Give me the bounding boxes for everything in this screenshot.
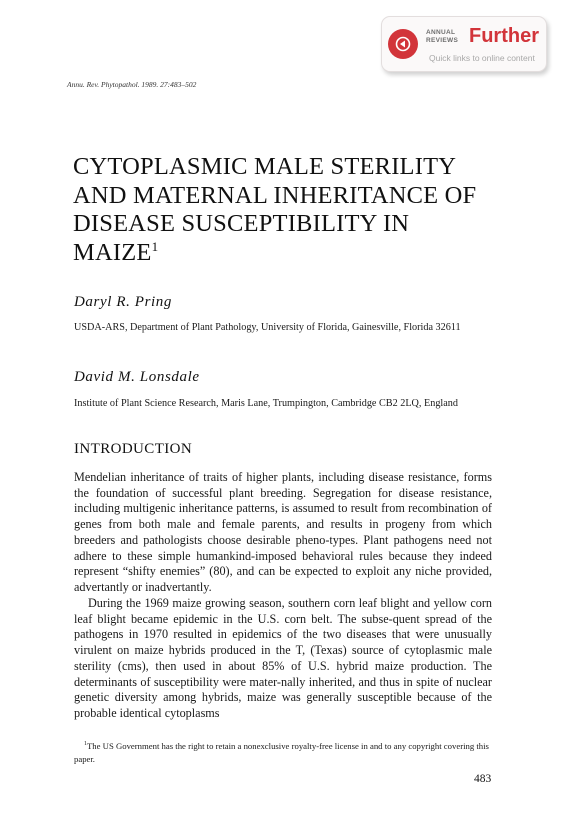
badge-title: Further bbox=[469, 25, 539, 47]
title-line-3: DISEASE SUSCEPTIBILITY IN bbox=[73, 210, 410, 237]
badge-annual-label: ANNUAL bbox=[426, 29, 456, 36]
further-badge[interactable] bbox=[381, 16, 547, 72]
section-heading: INTRODUCTION bbox=[74, 441, 193, 457]
page-number: 483 bbox=[474, 773, 492, 785]
author-affiliation-2: Institute of Plant Science Research, Maris Lane, Trumpington, Cambridge CB2 2LQ, England bbox=[74, 398, 458, 409]
title-footnote-mark: 1 bbox=[151, 238, 159, 254]
author-affiliation-1: USDA-ARS, Department of Plant Pathology, University of Florida, Gainesville, Florida 32611 bbox=[74, 322, 461, 333]
title-line-4: MAIZE bbox=[73, 238, 152, 266]
article-title bbox=[73, 153, 476, 267]
footnote bbox=[74, 738, 494, 766]
title-line-1: CYTOPLASMIC MALE STERILITY bbox=[73, 153, 457, 180]
body-paragraph-1: Mendelian inheritance of traits of higher plants, including disease resistance, forms the foundation of successful plant breeding. Segregation for disease resistance, including multigenic inheritance patterns, is assumed to result from recombination of genes from both male and female parents, and results in progeny from which breeders and pathologists choose desirable pheno-types. Plant pathogens need not adhere to these simple humankind-imposed behavioral rules because they indeed represent “shifty enemies” (80), and can be expected to exploit any niche provided, advertantly or inadvertantly. bbox=[74, 470, 492, 594]
journal-citation: Annu. Rev. Phytopathol. 1989. 27:483–502 bbox=[67, 80, 197, 89]
arrow-circle-icon bbox=[388, 29, 418, 59]
footnote-text: The US Government has the right to retain a nonexclusive royalty-free license in and to any copyright covering this paper. bbox=[74, 740, 489, 764]
author-name-1: Daryl R. Pring bbox=[74, 294, 172, 310]
footnote-mark: 1 bbox=[84, 741, 87, 747]
badge-reviews-label: REVIEWS bbox=[426, 37, 459, 44]
author-name-2: David M. Lonsdale bbox=[74, 369, 200, 385]
badge-subtitle: Quick links to online content bbox=[429, 53, 535, 63]
title-line-2: AND MATERNAL INHERITANCE OF bbox=[73, 181, 477, 209]
body-paragraph-2: During the 1969 maize growing season, southern corn leaf blight and yellow corn leaf blight became epidemic in the U.S. corn belt. The subse-quent spread of the pathogens in 1970 resulted in epidemics of the two diseases that were unusually virulent on maize hybrids produced in the T, (Texas) source of cytoplasmic male sterility (cms), then used in about 85% of U.S. hybrid maize production. The determinants of susceptibility were mater-nally inherited, and thus in spite of nuclear genetic diversity among hybrids, maize was generally susceptible because of the probable identical cytoplasms bbox=[74, 596, 492, 720]
